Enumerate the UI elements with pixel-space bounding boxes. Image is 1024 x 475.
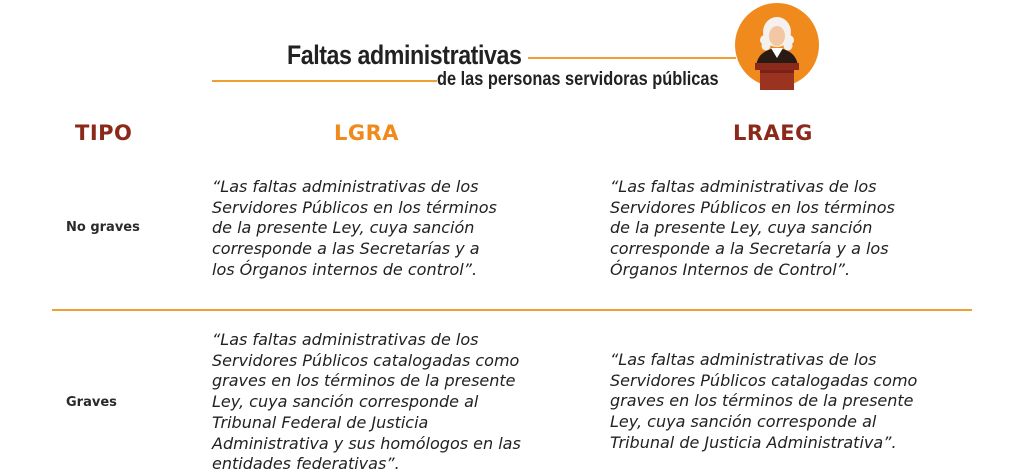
judge-at-podium-icon <box>734 2 820 90</box>
lgra-definition-graves: “Las faltas administrativas de los Servidores Públicos catalogadas como graves en los términos de la presente Ley, cuya sanción corresponde al Tribunal Federal de Justicia Administrativa y sus homólogos en las entidades federativas”. <box>212 330 521 474</box>
lgra-definition-no-graves: “Las faltas administrativas de los Servidores Públicos en los términos de la presente Ley, cuya sanción corresponde a las Secretarías y a los Órganos internos de control”. <box>212 177 497 279</box>
page-subtitle: de las personas servidoras públicas <box>437 69 719 90</box>
column-header-tipo: TIPO <box>75 121 133 145</box>
page-title: Faltas administrativas <box>287 40 522 70</box>
column-header-lraeg: LRAEG <box>733 121 813 145</box>
row-label-graves: Graves <box>66 395 117 410</box>
row-label-no-graves: No graves <box>66 220 140 235</box>
column-header-lgra: LGRA <box>334 121 400 145</box>
row-divider <box>52 309 972 311</box>
title-rule-right <box>528 57 736 59</box>
title-rule-left <box>212 80 437 82</box>
lraeg-definition-graves: “Las faltas administrativas de los Servidores Públicos catalogadas como graves en los términos de la presente Ley, cuya sanción corresponde al Tribunal de Justicia Administrativa”. <box>610 350 918 452</box>
lraeg-definition-no-graves: “Las faltas administrativas de los Servidores Públicos en los términos de la presente Ley, cuya sanción corresponde a la Secretaría y a los Órganos Internos de Control”. <box>610 177 895 279</box>
